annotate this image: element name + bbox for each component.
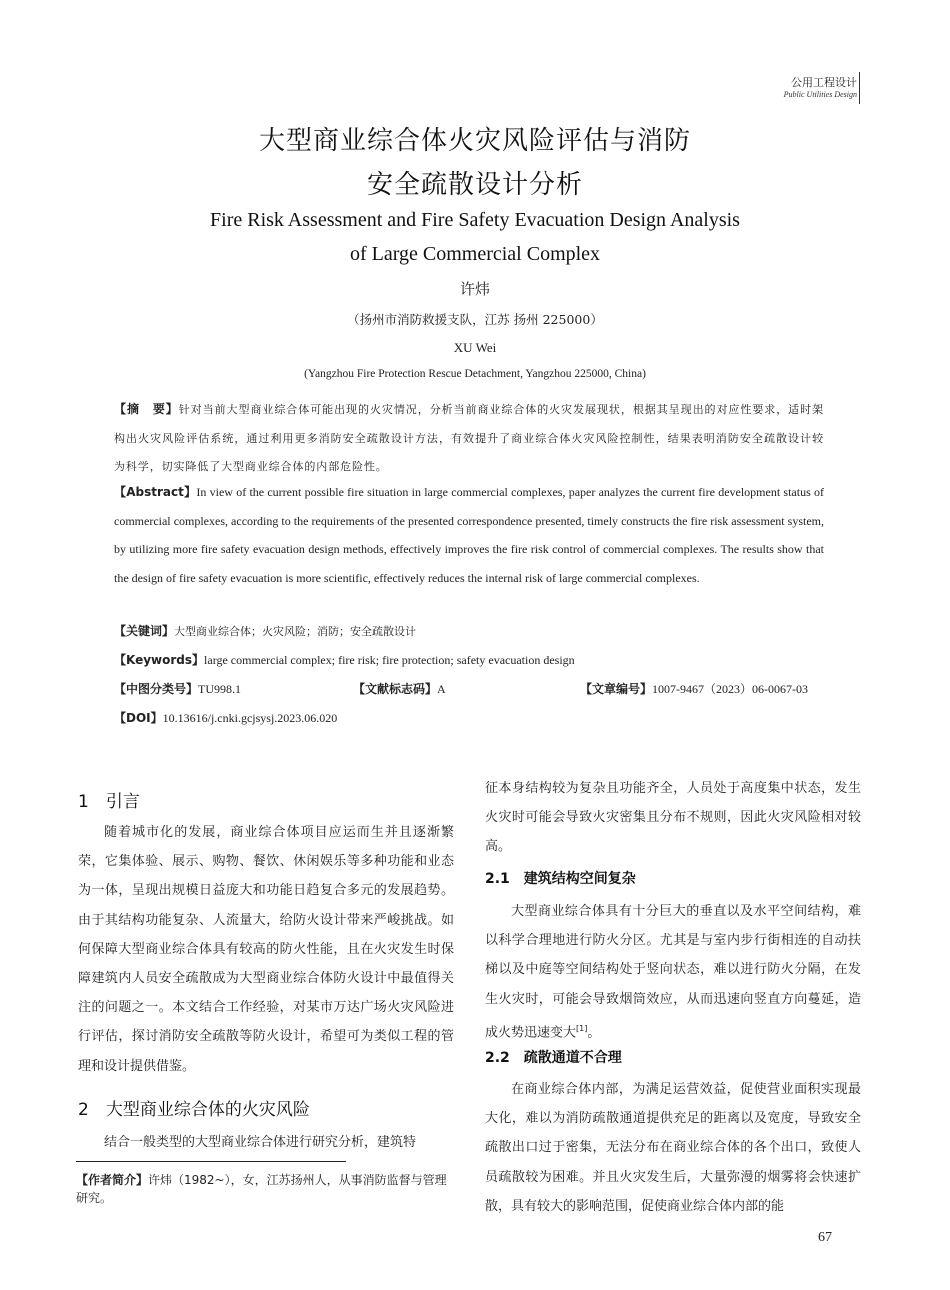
footnote-label: 【作者简介】 bbox=[76, 1173, 149, 1187]
abstract-cn-label: 【摘 要】 bbox=[114, 402, 179, 416]
subsection-2-1-end: 。 bbox=[587, 1025, 601, 1041]
section-1-body bbox=[78, 818, 454, 1081]
doc-value: A bbox=[437, 682, 446, 696]
clc-number bbox=[114, 680, 241, 697]
article-number bbox=[580, 680, 808, 697]
title-cn-line1: 大型商业综合体火灾风险评估与消防 bbox=[258, 126, 691, 156]
title-en-line1: Fire Risk Assessment and Fire Safety Evacuation Design Analysis bbox=[210, 209, 740, 231]
clc-value: TU998.1 bbox=[198, 682, 242, 696]
continuation-paragraph: 征本身结构较为复杂且功能齐全，人员处于高度集中状态，发生火灾时可能会导致火灾密集且分布不规则，因此火灾风险相对较高。 bbox=[485, 781, 861, 855]
footnote-divider bbox=[76, 1161, 346, 1162]
title-en-line2: of Large Commercial Complex bbox=[349, 243, 601, 265]
doc-label: 【文献标志码】 bbox=[353, 682, 438, 696]
abstract-cn-text: 针对当前大型商业综合体可能出现的火灾情况，分析当前商业综合体的火灾发展现状，根据其呈现出的对应性要求，适时架构出火灾风险评估系统，通过利用更多消防安全疏散设计方法，有效提升了商业综合体火灾风险控制性，结果表明消防安全疏散设计较为科学，切实降低了大型商业综合体的内部危险性。 bbox=[114, 403, 824, 473]
page-number: 67 bbox=[818, 1230, 832, 1245]
right-column-continuation bbox=[485, 774, 861, 862]
section-1-heading: 1 引言 bbox=[78, 792, 140, 812]
document-code bbox=[353, 680, 446, 697]
keywords-en-label: 【Keywords】 bbox=[114, 653, 205, 667]
author-en: XU Wei bbox=[453, 340, 497, 355]
abstract-en-label: 【Abstract】 bbox=[114, 485, 197, 499]
doi-value: 10.13616/j.cnki.gcjsysj.2023.06.020 bbox=[162, 711, 338, 725]
keywords-cn bbox=[114, 622, 416, 639]
keywords-cn-label: 【关键词】 bbox=[114, 624, 175, 638]
doi bbox=[114, 709, 337, 726]
section-1-paragraph: 随着城市化的发展，商业综合体项目应运而生并且逐渐繁荣，它集体验、展示、购物、餐饮、休闲娱乐等多种功能和业态为一体，呈现出规模日益庞大和功能日趋复合多元的发展趋势。由于其结构功能复杂、人流量大，给防火设计带来严峻挑战。如何保障大型商业综合体具有较高的防火性能，且在火灾发生时保障建筑内人员安全疏散成为大型商业综合体防火设计中最值得关注的问题之一。本文结合工作经验，对某市万达广场火灾风险进行评估，探讨消防安全疏散等防火设计，希望可为类似工程的管理和设计提供借鉴。 bbox=[78, 825, 454, 1074]
article-label: 【文章编号】 bbox=[580, 682, 653, 696]
clc-label: 【中图分类号】 bbox=[114, 682, 199, 696]
subsection-2-2-body bbox=[485, 1075, 861, 1221]
doi-label: 【DOI】 bbox=[114, 711, 163, 725]
affiliation-en: (Yangzhou Fire Protection Rescue Detachment, Yangzhou 225000, China) bbox=[304, 368, 646, 380]
keywords-cn-text: 大型商业综合体；火灾风险；消防；安全疏散设计 bbox=[174, 625, 417, 638]
subsection-2-1-text: 大型商业综合体具有十分巨大的垂直以及水平空间结构，难以科学合理地进行防火分区。尤其是与室内步行街相连的自动扶梯以及中庭等空间结构处于竖向状态，难以进行防火分隔，在发生火灾时，可能会导致烟筒效应，从而迅速向竖直方向蔓延，造成火势迅速变大 bbox=[485, 904, 861, 1041]
subsection-2-1-paragraph bbox=[485, 897, 861, 1047]
journal-name-en: Public Utilities Design bbox=[783, 90, 857, 99]
title-cn-line2: 安全疏散设计分析 bbox=[366, 170, 583, 200]
subsection-2-1-body bbox=[485, 897, 861, 1047]
subsection-2-1-heading: 2.1 建筑结构空间复杂 bbox=[485, 871, 636, 887]
keywords-en bbox=[114, 651, 575, 668]
section-2-heading: 2 大型商业综合体的火灾风险 bbox=[78, 1100, 310, 1120]
citation-ref[interactable]: [1] bbox=[576, 1023, 588, 1033]
author-cn: 许炜 bbox=[459, 280, 490, 298]
subsection-2-2-heading: 2.2 疏散通道不合理 bbox=[485, 1050, 622, 1066]
section-2-body bbox=[78, 1128, 454, 1157]
journal-name-cn: 公用工程设计 bbox=[791, 76, 857, 89]
abstract-en-text: In view of the current possible fire situation in large commercial complexes, paper analyzes the current fire development status of commercial complexes, according to the requirements of the presented correspondence presented, timely constructs the fire risk assessment system, by utilizing more fire safety evacuation design methods, effectively improves the fire risk control of commercial complexes. The results show that the design of fire safety evacuation is more scientific, effectively reduces the internal risk of large commercial complexes. bbox=[114, 485, 824, 585]
article-value: 1007-9467（2023）06-0067-03 bbox=[652, 682, 809, 696]
abstract-en bbox=[114, 478, 824, 592]
section-2-paragraph: 结合一般类型的大型商业综合体进行研究分析，建筑特 bbox=[104, 1135, 417, 1150]
footnote-text: 许炜（1982~），女，江苏扬州人，从事消防监督与管理研究。 bbox=[76, 1173, 447, 1205]
abstract-cn bbox=[114, 395, 824, 482]
subsection-2-2-paragraph: 在商业综合体内部，为满足运营效益，促使营业面积实现最大化，难以为消防疏散通道提供充足的距离以及宽度，导致安全疏散出口过于密集，无法分布在商业综合体的各个出口，致使人员疏散较为困难。并且火灾发生后，大量弥漫的烟雾将会快速扩散，具有较大的影响范围，促使商业综合体内部的能 bbox=[485, 1082, 861, 1214]
header-divider bbox=[859, 72, 860, 104]
affiliation-cn: （扬州市消防救援支队，江苏 扬州 225000） bbox=[347, 312, 603, 327]
author-footnote bbox=[76, 1171, 454, 1207]
keywords-en-text: large commercial complex; fire risk; fire protection; safety evacuation design bbox=[204, 653, 575, 667]
